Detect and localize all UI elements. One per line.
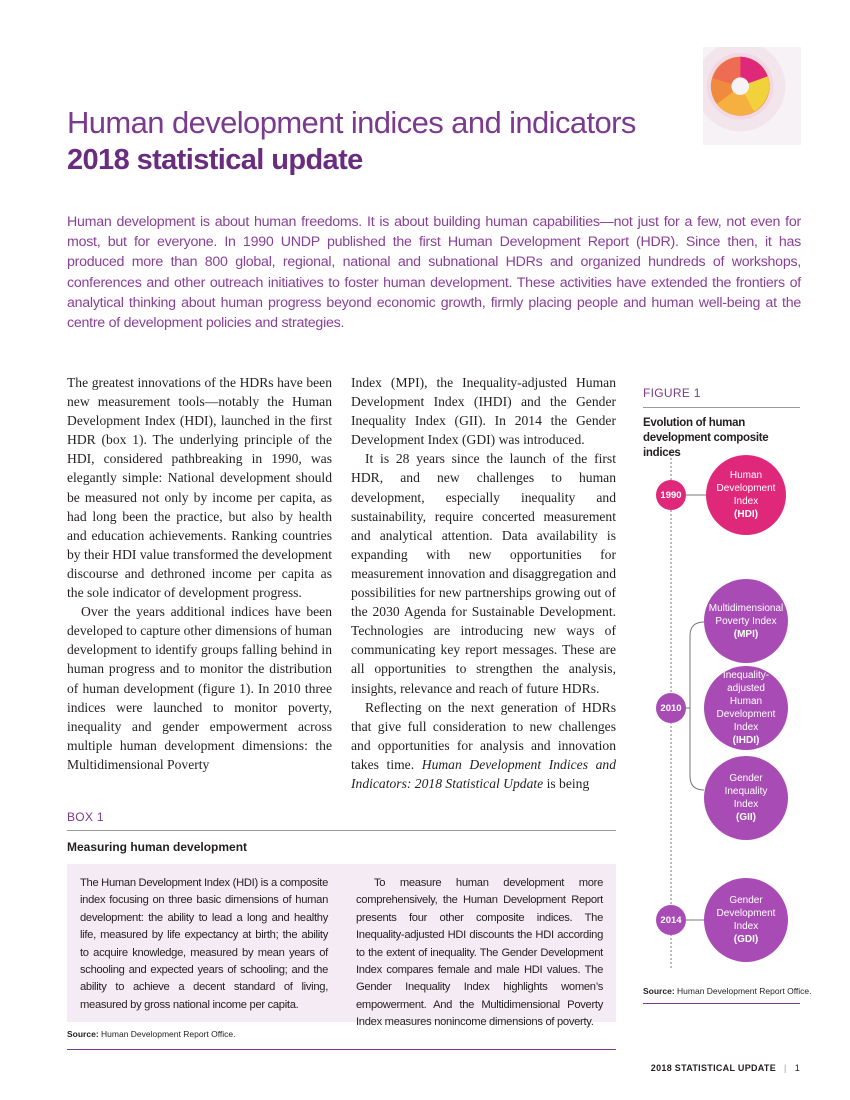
source-text: Human Development Report Office. — [98, 1029, 236, 1039]
paragraph: Over the years additional indices have been developed to capture other dimensions of human development to identify groups falling behind in human progress and to monitor the distribution of human development (figure 1). In 2010 three indices were launched to monitor poverty, inequality and gender empowerment across multiple human development dimensions: the Multidimensional Poverty — [67, 604, 333, 772]
paragraph-text: is being — [543, 775, 590, 791]
index-name: Gender Development Index — [716, 895, 776, 932]
paragraph — [351, 698, 616, 793]
index-abbr: (GDI) — [733, 934, 759, 945]
divider — [643, 407, 800, 408]
index-name: Multidimensional Poverty Index — [708, 602, 784, 627]
index-name: Inequality-adjusted Human Development Index — [716, 670, 776, 733]
box-label: BOX 1 — [67, 810, 104, 824]
index-bubble-mpi — [704, 579, 788, 663]
page-subtitle: 2018 statistical update — [67, 144, 363, 176]
index-name: Human Development Index — [716, 470, 776, 507]
body-column-1 — [67, 373, 332, 774]
page-number: 1 — [794, 1063, 800, 1073]
index-abbr: (GII) — [736, 812, 756, 823]
box-heading: Measuring human development — [67, 840, 248, 854]
footer-separator: | — [784, 1063, 787, 1073]
index-bubble-hdi — [706, 455, 786, 535]
year-badge-2010: 2010 — [656, 693, 686, 723]
box-text-left: The Human Development Index (HDI) is a composite index focusing on three basic dimensions of human development: the ability to lead a long and healthy life, measured by life expectancy at birth; the ability to acquire knowledge, measured by mean years of schooling and expected years of schooling; and the ability to achieve a decent standard of living, measured by gross national income per capita. — [80, 877, 328, 1011]
index-abbr: (HDI) — [734, 509, 758, 520]
paragraph-text: Reflecting on the next generation of HDRs that give full consideration to new challenges and opportunities for analysis and innovation takes time. — [351, 699, 616, 772]
report-title-italic: Human Development Indices and Indicators: 2018 Statistical Update — [351, 756, 617, 791]
box-text-right: To measure human development more comprehensively, the Human Development Report presents four other composite indices. The Inequality-adjusted HDI discounts the HDI according to the extent of inequality. The Gender Development Index compares female and male HDI values. The Gender Inequality Index highlights women’s empowerment. And the Multidimensional Poverty Index measures nonincome dimensions of poverty. — [356, 877, 603, 1029]
figure-label: FIGURE 1 — [643, 386, 701, 400]
source-label: Source: — [643, 986, 675, 996]
year-badge-2014: 2014 — [656, 905, 686, 935]
year-badge-1990: 1990 — [656, 480, 686, 510]
index-name: Gender Inequality Index — [724, 773, 768, 810]
paragraph: Index (MPI), the Inequality-adjusted Human Development Index (IHDI) and the Gender Inequality Index (GII). In 2014 the Gender Development Index (GDI) was introduced. — [351, 375, 616, 448]
page-title: Human development indices and indicators — [67, 105, 636, 140]
source-text: Human Development Report Office. — [674, 986, 812, 996]
timeline-figure — [640, 450, 810, 980]
figure-caption: Evolution of human development composite indices — [643, 417, 769, 459]
source-label: Source: — [67, 1029, 99, 1039]
index-bubble-ihdi — [704, 666, 788, 750]
body-column-2 — [351, 373, 616, 793]
index-abbr: (IHDI) — [732, 735, 760, 746]
index-bubble-gdi — [704, 878, 788, 962]
intro-paragraph: Human development is about human freedoms. It is about building human capabilities—not just for a few, not even for most, but for everyone. In 1990 UNDP published the first Human Development Report (HDR). Since then, it has produced more than 800 global, regional, national and subnational HDRs and organized hundreds of workshops, conferences and other outreach initiatives to foster human development. These activities have extended the frontiers of analytical thinking about human progress beyond economic growth, firmly placing people and human well-being at the centre of development policies and strategies. — [67, 214, 801, 332]
index-bubble-gii — [704, 756, 788, 840]
page-footer — [560, 1063, 800, 1073]
figure-source — [643, 986, 812, 996]
paragraph: It is 28 years since the launch of the first HDR, and new challenges to human development, especially inequality and sustainability, require concerted measurement and analytical attention. Data availability is expanding with new opportunities for measurement innovation and disaggregation and possibilities for new partnerships growing out of the 2030 Agenda for Sustainable Development. Technologies are introducing new ways of communicating key report messages. These are all opportunities to strengthen the analysis, insights, relevance and reach of future HDRs. — [351, 451, 616, 696]
hdr-logo — [703, 47, 801, 145]
divider — [643, 1003, 800, 1004]
divider — [67, 1049, 616, 1050]
footer-title: 2018 STATISTICAL UPDATE — [650, 1063, 777, 1073]
index-abbr: (MPI) — [733, 628, 759, 640]
paragraph: The greatest innovations of the HDRs have been new measurement tools—notably the Human Development Index (HDI), launched in the first HDR (box 1). The underlying principle of the HDI, considered pathbreaking in 1990, was elegantly simple: National development should be measured not only by income per capita, as had long been the practice, but also by health and education achievements. Ranking countries by their HDI value transformed the development discourse and dethroned income per capita as the sole indicator of development progress. — [67, 375, 332, 601]
divider — [67, 830, 616, 831]
box-source — [67, 1029, 236, 1039]
